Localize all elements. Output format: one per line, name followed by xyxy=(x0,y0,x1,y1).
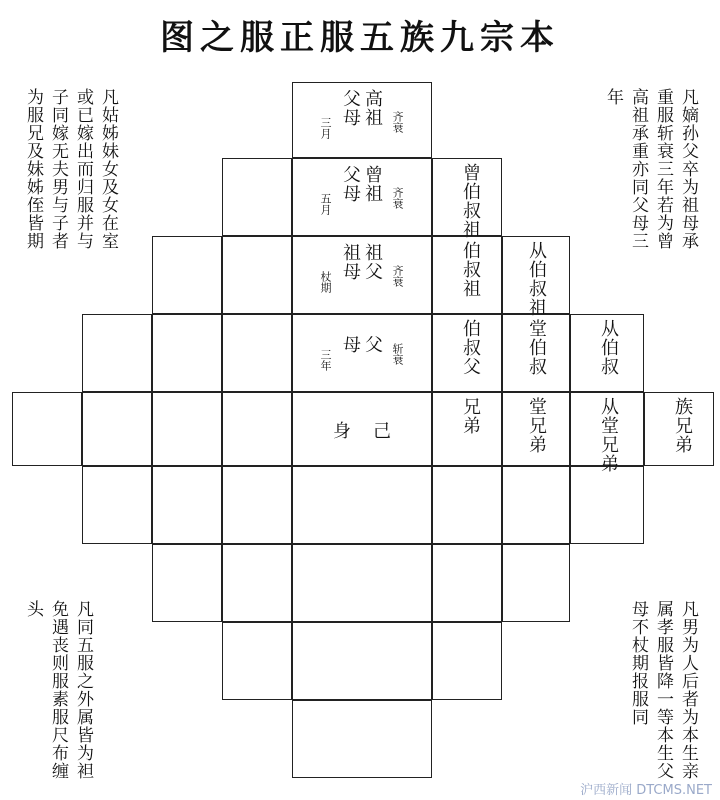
cell-left1-r5 xyxy=(222,392,292,466)
cell-cong-xd: 从堂兄弟 xyxy=(570,392,644,466)
cell-descendant-3 xyxy=(292,622,432,700)
cell-xiongdi: 兄弟 xyxy=(432,392,502,466)
cell-left3-r6 xyxy=(82,466,152,544)
cell-zufu: 祖父 祖母 齐衰 杖期 xyxy=(292,236,432,314)
cell-left1-r8 xyxy=(222,622,292,700)
cell-right3-r5 xyxy=(570,466,644,544)
cell-zengzu: 曾祖 父母 齐衰 五月 xyxy=(292,158,432,236)
note-left-bottom: 凡同五服之外属皆为袒免遇丧则服素服尺布缠头 xyxy=(23,600,93,780)
cell-tang-bo: 堂伯叔 xyxy=(502,314,570,392)
cell-left1-r4 xyxy=(222,314,292,392)
page-title: 图之服正服五族九宗本 xyxy=(160,18,560,58)
cell-left1-r6 xyxy=(222,466,292,544)
cell-gaozu: 高祖 父母 齐衰 三月 xyxy=(292,82,432,158)
watermark: 沪西新闻 DTCMS.NET xyxy=(580,783,712,798)
cell-left3-r5 xyxy=(82,392,152,466)
cell-left4-r5 xyxy=(12,392,82,466)
cell-left2-r4 xyxy=(152,314,222,392)
cell-right2-r6 xyxy=(502,544,570,622)
cell-left1-r2 xyxy=(222,158,292,236)
note-left-top: 凡姑姊妹女及女在室或已嫁出而归服并与子同嫁无夫男与子者为服兄及妹姊侄皆期 xyxy=(23,88,118,250)
cell-left1-r7 xyxy=(222,544,292,622)
cell-left2-r7 xyxy=(152,544,222,622)
cell-descendant-2 xyxy=(292,544,432,622)
cell-left2-r3 xyxy=(152,236,222,314)
cell-zu-xd: 族兄弟 xyxy=(644,392,714,466)
cell-tang-xd: 堂兄弟 xyxy=(502,392,570,466)
cell-zu-bo-fu: 从伯叔 xyxy=(570,314,644,392)
cell-right-r7 xyxy=(432,622,502,700)
cell-left2-r6 xyxy=(152,466,222,544)
cell-fumu: 父 母 斩衰 三年 xyxy=(292,314,432,392)
cell-left2-r5 xyxy=(152,392,222,466)
note-right-bottom: 凡男为人后者为本生亲属孝服皆降一等本生父母不杖期报服同 xyxy=(628,600,698,780)
cell-left1-r3 xyxy=(222,236,292,314)
cell-descendant-4 xyxy=(292,700,432,778)
cell-descendant-1 xyxy=(292,466,432,544)
cell-bo-zu: 伯叔祖 xyxy=(432,236,502,314)
cell-cong-bo-zu: 从伯叔祖 xyxy=(502,236,570,314)
cell-right2-r5 xyxy=(502,466,570,544)
cell-zeng-bo: 曾伯叔祖 xyxy=(432,158,502,236)
cell-right-r5 xyxy=(432,466,502,544)
cell-right-r6 xyxy=(432,544,502,622)
cell-ji: 身 己 xyxy=(292,392,432,466)
note-right-top: 凡嫡孙父卒为祖母承重服斩衰三年若为曾高祖承重亦同父母三年 xyxy=(603,88,698,250)
cell-bo-fu: 伯叔父 xyxy=(432,314,502,392)
cell-left3-r4 xyxy=(82,314,152,392)
